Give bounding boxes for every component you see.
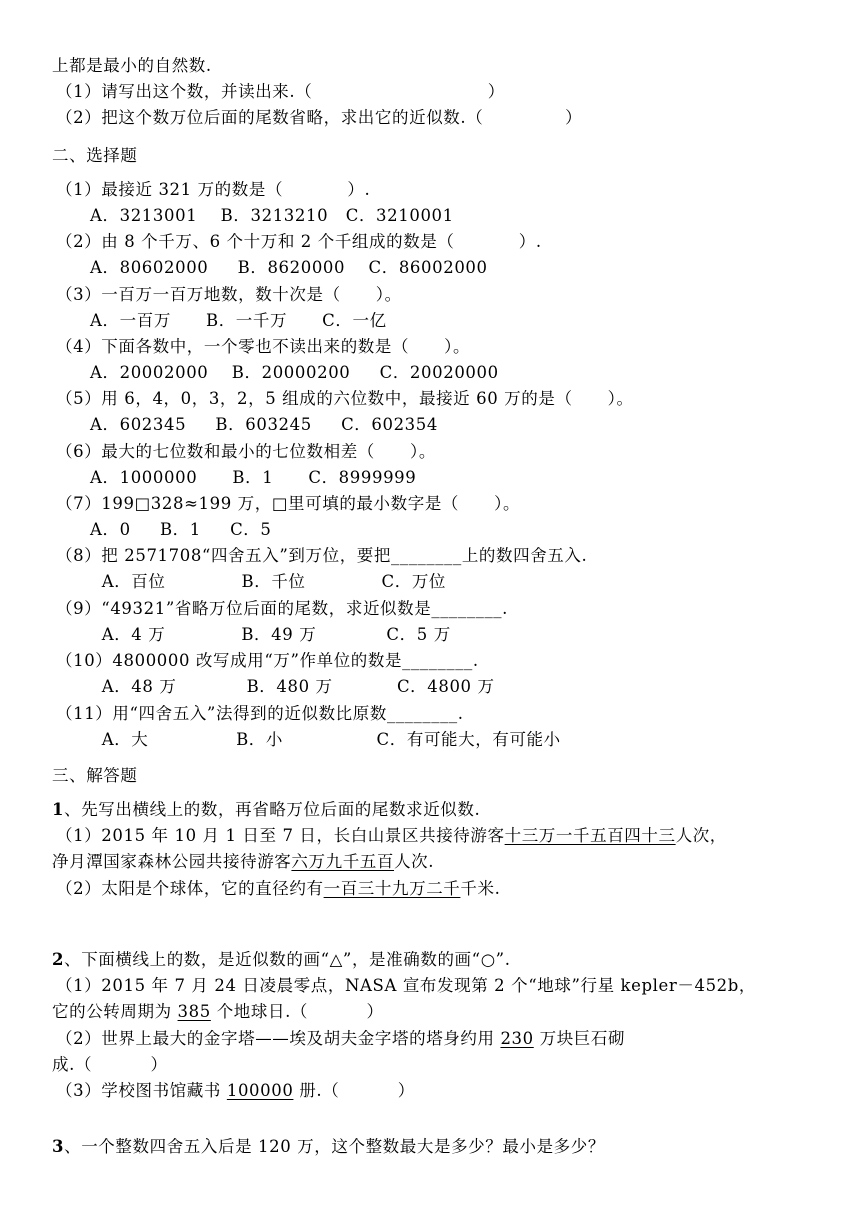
problem-1-title-text: 、先写出横线上的数，再省略万位后面的尾数求近似数.: [64, 800, 481, 819]
q11-text-end: .: [457, 704, 464, 723]
underlined-number: 六万九千五百: [291, 852, 395, 871]
problem-1-title: [52, 800, 480, 820]
problem-2-line-1: （1）2015 年 7 月 24 日凌晨零点，NASA 宣布发现第 2 个“地球”行星 kepler－452b，: [56, 976, 757, 995]
underlined-number: 100000: [226, 1081, 294, 1100]
q9-text-end: .: [502, 599, 509, 618]
q10-text: （10）4800000 改写成用“万”作单位的数是: [56, 651, 403, 670]
problem-3-title: [52, 1137, 605, 1157]
question-1-2: （2）把这个数万位后面的尾数省略，求出它的近似数.（ ）: [56, 108, 583, 127]
underlined-number: 一百三十九万二千: [323, 879, 461, 898]
choice-question-10: [56, 651, 479, 671]
problem-2-text-end: 个地球日.（ ）: [210, 1002, 384, 1021]
choice-question-11: [56, 704, 464, 724]
underlined-number: 385: [177, 1002, 211, 1021]
choice-question-1: （1）最接近 321 万的数是（ ）.: [56, 180, 371, 199]
problem-1-line-2: [52, 852, 434, 872]
choice-options-8: A．百位 B．千位 C．万位: [90, 572, 447, 591]
choice-question-8: [56, 546, 587, 566]
q8-text: （8）把 2571708“四舍五入”到万位，要把: [56, 546, 391, 565]
problem-1-number: 1: [52, 800, 65, 819]
section-heading-choice: 二、选择题: [52, 146, 138, 165]
problem-2-text-end: 万块巨石砌: [533, 1029, 626, 1048]
question-1-1: （1）请写出这个数，并读出来.（ ）: [56, 82, 505, 101]
choice-question-9: [56, 599, 508, 619]
problem-1-text-end: 千米.: [460, 879, 501, 898]
problem-1-text-end: 人次，: [675, 826, 727, 845]
problem-2-line-2: [52, 1002, 384, 1022]
intro-line: 上都是最小的自然数.: [52, 56, 212, 75]
choice-question-4: （4）下面各数中，一个零也不读出来的数是（ ）。: [56, 337, 471, 356]
q8-blank: ________: [391, 546, 462, 565]
choice-options-9: A．4 万 B．49 万 C．5 万: [90, 625, 451, 644]
problem-2-line-3: [56, 1029, 625, 1049]
q11-text: （11）用“四舍五入”法得到的近似数比原数: [56, 704, 387, 723]
choice-question-6: （6）最大的七位数和最小的七位数相差（ ）。: [56, 442, 436, 461]
choice-options-7: A．0 B．1 C．5: [90, 520, 272, 539]
choice-question-3: （3）一百万一百万地数，数十次是（ ）。: [56, 285, 402, 304]
choice-options-6: A．1000000 B．1 C．8999999: [90, 468, 417, 487]
choice-options-3: A．一百万 B．一千万 C．一亿: [90, 311, 387, 330]
choice-options-1: A．3213001 B．3213210 C．3210001: [90, 206, 454, 225]
choice-question-2: （2）由 8 个千万、6 个十万和 2 个千组成的数是（ ）.: [56, 232, 542, 251]
problem-1-text: 净月潭国家森林公园共接待游客: [52, 852, 292, 871]
q9-blank: ________: [431, 599, 503, 618]
choice-question-5: （5）用 6，4，0，3，2，5 组成的六位数中，最接近 60 万的是（ ）。: [56, 389, 634, 408]
choice-options-2: A．80602000 B．8620000 C．86002000: [90, 258, 488, 277]
problem-2-text: （3）学校图书馆藏书: [56, 1081, 227, 1100]
problem-1-text: （2）太阳是个球体，它的直径约有: [56, 879, 324, 898]
problem-2-number: 2: [52, 950, 65, 969]
problem-1-line-1: [56, 826, 727, 846]
section-heading-answer: 三、解答题: [52, 766, 138, 785]
problem-2-title-text: 、下面横线上的数，是近似数的画“△”，是准确数的画“○”.: [64, 950, 511, 969]
q9-text: （9）“49321”省略万位后面的尾数，求近似数是: [56, 599, 432, 618]
choice-options-4: A．20002000 B．20000200 C．20020000: [90, 363, 499, 382]
choice-question-7: （7）199□328≈199 万，□里可填的最小数字是（ ）。: [56, 494, 521, 513]
q10-text-end: .: [472, 651, 479, 670]
underlined-number: 十三万一千五百四十三: [504, 826, 676, 845]
problem-3-title-text: 、一个整数四舍五入后是 120 万，这个整数最大是多少？最小是多少？: [64, 1137, 605, 1156]
problem-2-text: （2）世界上最大的金字塔——埃及胡夫金字塔的塔身约用: [56, 1029, 501, 1048]
problem-2-text: 它的公转周期为: [52, 1002, 178, 1021]
underlined-number: 230: [500, 1029, 534, 1048]
problem-3-number: 3: [52, 1137, 65, 1156]
problem-1-line-3: [56, 879, 500, 899]
problem-2-text-end: 册.（ ）: [293, 1081, 415, 1100]
problem-2-title: [52, 950, 511, 970]
choice-options-5: A．602345 B．603245 C．602354: [90, 415, 438, 434]
q10-blank: ________: [402, 651, 473, 670]
q11-blank: ________: [386, 704, 458, 723]
choice-options-11: A．大 B．小 C．有可能大，有可能小: [90, 730, 561, 749]
problem-1-text-end: 人次.: [394, 852, 435, 871]
problem-2-line-4: 成.（ ）: [52, 1055, 168, 1074]
problem-1-text: （1）2015 年 10 月 1 日至 7 日，长白山景区共接待游客: [56, 826, 505, 845]
choice-options-10: A．48 万 B．480 万 C．4800 万: [90, 677, 495, 696]
problem-2-line-5: [56, 1081, 415, 1101]
q8-text-end: 上的数四舍五入.: [461, 546, 588, 565]
